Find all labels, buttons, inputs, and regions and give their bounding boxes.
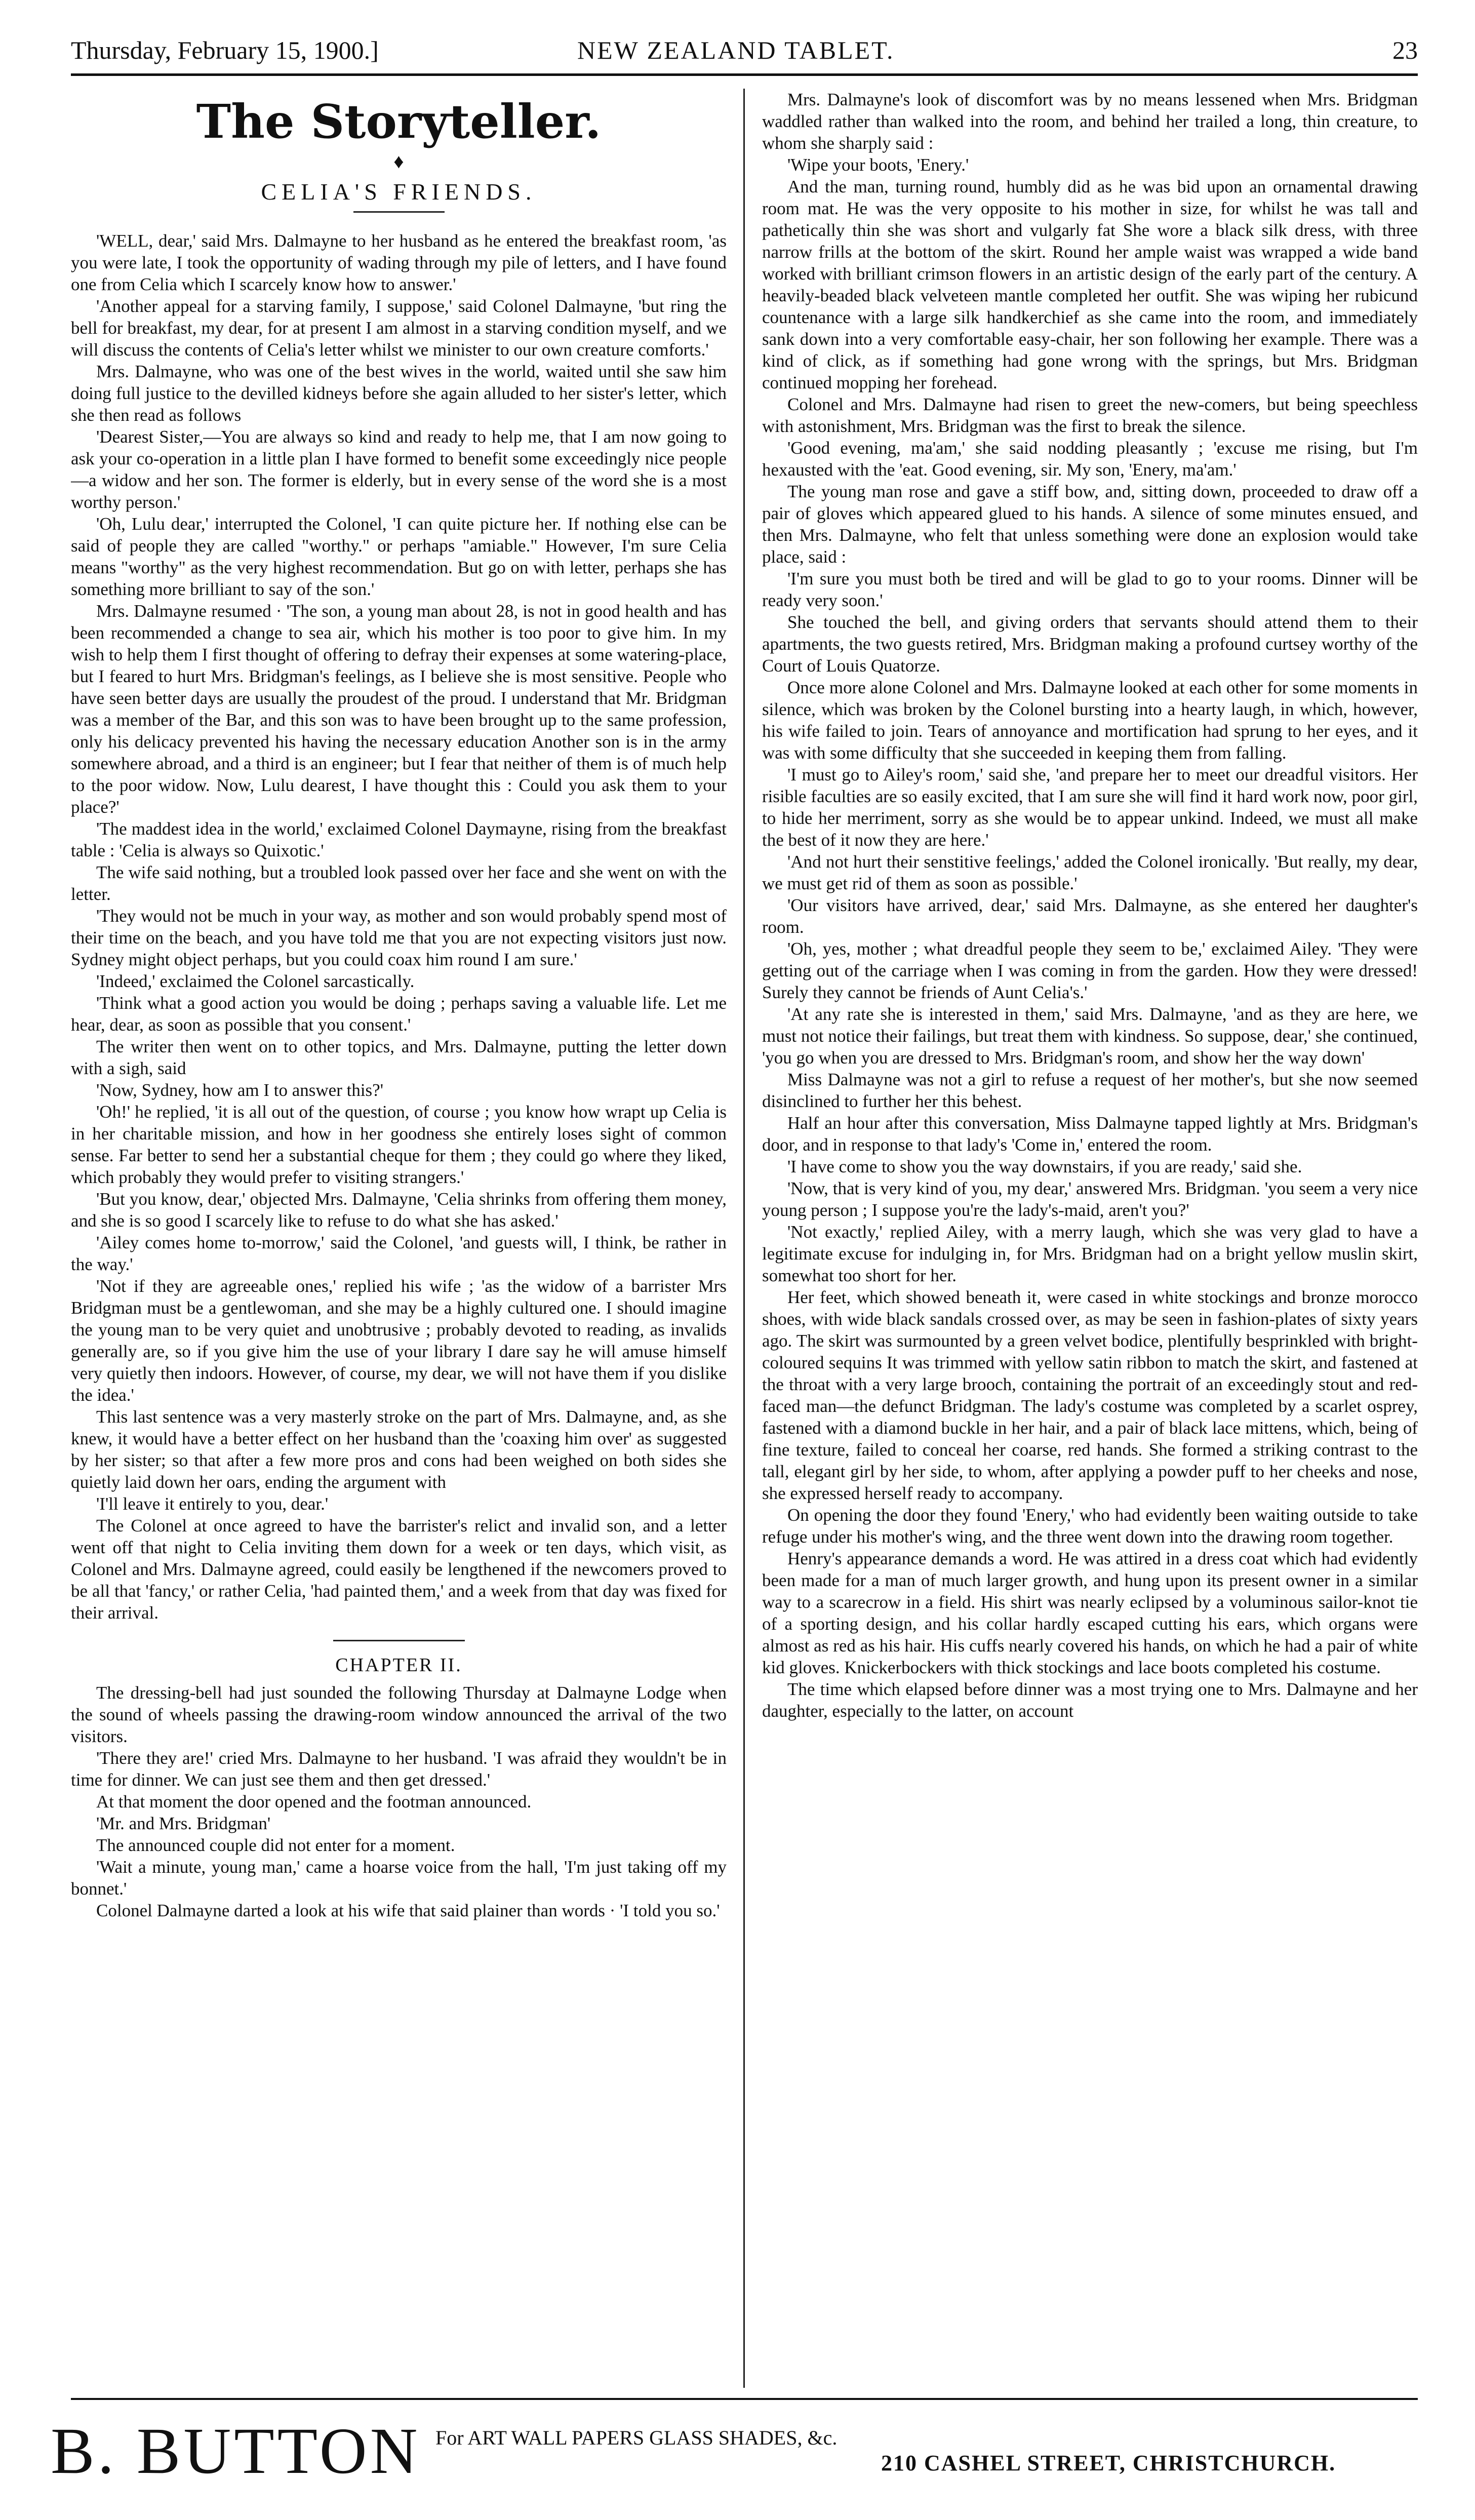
paragraph: The writer then went on to other topics, and Mrs. Dalmayne, putting the letter down with a sigh, said bbox=[71, 1037, 727, 1078]
paragraph: The announced couple did not enter for a moment. bbox=[96, 1835, 455, 1855]
paragraph: 'I have come to show you the way downstairs, if you are ready,' said she. bbox=[787, 1157, 1302, 1176]
left-column bbox=[71, 89, 727, 2388]
paragraph: 'Now, Sydney, how am I to answer this?' bbox=[96, 1080, 384, 1100]
ornament-diamond-icon: ♦ bbox=[393, 150, 404, 173]
paragraph: She touched the bell, and giving orders that servants should attend them to their apartments, the two guests retired, Mrs. Bridgman making a profound curtsey worthy of the Court of Louis Quatorze. bbox=[762, 612, 1418, 676]
paragraph: Half an hour after this conversation, Miss Dalmayne tapped lightly at Mrs. Bridgman's door, and in response to that lady's 'Come in,' entered the room. bbox=[762, 1113, 1418, 1155]
paragraph: The wife said nothing, but a troubled look passed over her face and she went on with the letter. bbox=[71, 862, 727, 904]
chapter-divider bbox=[333, 1640, 465, 1641]
header-divider bbox=[71, 73, 1418, 76]
paragraph: The young man rose and gave a stiff bow, and, sitting down, proceeded to draw off a pair of gloves which appeared glued to his hands. A silence of some minutes ensued, and then Mrs. Dalmayne, who felt that unless something were done an explosion would take place, said : bbox=[762, 482, 1418, 567]
paragraph: 'Another appeal for a starving family, I suppose,' said Colonel Dalmayne, 'but ring the bell for breakfast, my dear, for at present I am almost in a starving condition myself, and we will discuss the contents of Celia's letter whilst we minister to our own creature comforts.' bbox=[71, 296, 727, 360]
paragraph: 'Ailey comes home to-morrow,' said the Colonel, 'and guests will, I think, be rather in the way.' bbox=[71, 1233, 727, 1274]
paragraph: 'Oh!' he replied, 'it is all out of the question, of course ; you know how wrapt up Celia is in her charitable mission, and how in her goodness she entirely loses sight of common sense. Far better to send her a substantial cheque for them ; they could go where they liked, which probably they would prefer to visiting strangers.' bbox=[71, 1102, 727, 1187]
publication-title: NEW ZEALAND TABLET. bbox=[577, 36, 895, 64]
paragraph: 'The maddest idea in the world,' exclaimed Colonel Daymayne, rising from the breakfast table : 'Celia is always so Quixotic.' bbox=[71, 819, 727, 860]
paragraph: On opening the door they found 'Enery,' who had evidently been waiting outside to take refuge under his mother's wing, and the three went down into the drawing room together. bbox=[762, 1505, 1418, 1547]
chapter-title: CHAPTER II. bbox=[335, 1655, 462, 1676]
left-paragraphs bbox=[71, 230, 727, 1624]
paragraph: 'Our visitors have arrived, dear,' said Mrs. Dalmayne, as she entered her daughter's room. bbox=[762, 895, 1418, 937]
page-number: 23 bbox=[1392, 36, 1418, 64]
right-paragraphs bbox=[762, 89, 1418, 1722]
advertisement-products: For ART WALL PAPERS GLASS SHADES, &c. bbox=[435, 2426, 838, 2449]
paragraph: This last sentence was a very masterly stroke on the part of Mrs. Dalmayne, and, as she knew, it would have a better effect on her husband than the 'coaxing him over' as suggested by her sister; so that after a few more pros and cons had been weighed on both sides she quietly laid down her oars, ending the argument with bbox=[71, 1407, 727, 1492]
section-title: The Storyteller. bbox=[196, 94, 602, 149]
paragraph: 'At any rate she is interested in them,' said Mrs. Dalmayne, 'and as they are here, we must not notice their failings, but treat them with kindness. So suppose, dear,' she continued, 'you go when you are dressed to Mrs. Bridgman's room, and show her the way down' bbox=[762, 1004, 1418, 1068]
paragraph: 'WELL, dear,' said Mrs. Dalmayne to her husband as he entered the breakfast room, 'as you were late, I took the opportunity of wading through my pile of letters, and I have found one from Celia which I scarcely know how to answer.' bbox=[71, 231, 727, 294]
right-column bbox=[762, 89, 1418, 2388]
chapter-paragraphs bbox=[71, 1682, 727, 1921]
advertisement-address: 210 CASHEL STREET, CHRISTCHURCH. bbox=[881, 2451, 1336, 2475]
paragraph: 'But you know, dear,' objected Mrs. Dalmayne, 'Celia shrinks from offering them money, and she is so good I scarcely like to refuse to do what she has asked.' bbox=[71, 1189, 727, 1231]
page-header bbox=[71, 30, 1418, 71]
paragraph: Mrs. Dalmayne resumed · 'The son, a young man about 28, is not in good health and has been recommended a change to sea air, which his mother is too poor to give him. In my wish to help them I first thought of offering to defray their expenses at some watering-place, but I feared to hurt Mrs. Bridgman's feelings, as I believe she is most sensitive. People who have seen better days are usually the proudest of the proud. I understand that Mr. Bridgman was a member of the Bar, and this son was to have been brought up to the same profession, only his delicacy prevented his having the necessary education Another son is in the army somewhere abroad, and a third is an engineer; but I fear that neither of them is of much help to the poor widow. Now, Lulu dearest, I have thought this : Could you ask them to your place?' bbox=[71, 601, 727, 817]
paragraph: Mrs. Dalmayne, who was one of the best wives in the world, waited until she saw him doing full justice to the devilled kidneys before she again alluded to her sister's letter, which she then read as follows bbox=[71, 362, 727, 425]
paragraph: Mrs. Dalmayne's look of discomfort was by no means lessened when Mrs. Bridgman waddled rather than walked into the room, and behind her trailed a long, thin creature, to whom she sharply said : bbox=[762, 90, 1418, 153]
paragraph: Once more alone Colonel and Mrs. Dalmayne looked at each other for some moments in silence, which was broken by the Colonel bursting into a hearty laugh, in which, however, his wife failed to join. Tears of annoyance and mortification had sprung to her eyes, and it was with some difficulty that she succeeded in keeping them from falling. bbox=[762, 678, 1418, 763]
paragraph: 'Not if they are agreeable ones,' replied his wife ; 'as the widow of a barrister Mrs Bridgman must be a gentlewoman, and she may be a highly cultured one. I should imagine the young man to be very quiet and unobtrusive ; probably devoted to reading, as invalids generally are, so if you give him the use of your library I dare say he will amuse himself very quietly then indoors. However, of course, my dear, we will not have them if you dislike the idea.' bbox=[71, 1276, 727, 1405]
title-divider bbox=[353, 211, 445, 213]
paragraph: 'Think what a good action you would be doing ; perhaps saving a valuable life. Let me hear, dear, as soon as possible that you consent.' bbox=[71, 993, 727, 1035]
footer-divider bbox=[71, 2398, 1418, 2400]
paragraph: 'Wipe your boots, 'Enery.' bbox=[787, 155, 969, 175]
paragraph: Henry's appearance demands a word. He was attired in a dress coat which had evidently been made for a man of much larger growth, and hung upon its present owner in a similar way to a scarecrow in a field. His shirt was nearly eclipsed by a voluminous sailor-knot tie of a sporting design, and his collar hardly escaped cutting his ears, which organs were almost as red as his hair. His cuffs nearly covered his hands, on which he had a pair of white kid gloves. Knickerbockers with thick stockings and lace boots completed his costume. bbox=[762, 1549, 1418, 1677]
column-divider bbox=[743, 89, 745, 2388]
paragraph: At that moment the door opened and the footman announced. bbox=[96, 1792, 532, 1812]
paragraph: 'Now, that is very kind of you, my dear,' answered Mrs. Bridgman. 'you seem a very nice young person ; I suppose you're the lady's-maid, aren't you?' bbox=[762, 1178, 1418, 1220]
paragraph: The Colonel at once agreed to have the barrister's relict and invalid son, and a letter went off that night to Celia inviting them down for a week or ten days, which visit, as Colonel and Mrs. Dalmayne agreed, could easily be lengthened if the newcomers proved to be all that 'fancy,' or rather Celia, 'had painted them,' and a week from that day was fixed for their arrival. bbox=[71, 1516, 727, 1623]
paragraph: 'Oh, yes, mother ; what dreadful people they seem to be,' exclaimed Ailey. 'They were getting out of the carriage when I was coming in from the garden. How they were dressed! Surely they cannot be friends of Aunt Celia's.' bbox=[762, 939, 1418, 1002]
paragraph: Her feet, which showed beneath it, were cased in white stockings and bronze morocco shoes, with wide black sandals crossed over, as may be seen in fashion-plates of sixty years ago. The skirt was surmounted by a green velvet bodice, plentifully besprinkled with bright-coloured sequins It was trimmed with yellow satin ribbon to match the skirt, and fastened at the throat with a very large brooch, containing the portrait of an exceedingly stout and red-faced man—the defunct Bridgman. The lady's costume was completed by a scarlet osprey, fastened with a diamond buckle in her hair, and a pair of black lace mittens, which, being of fine texture, failed to conceal her coarse, red hands. She formed a striking contrast to the tall, elegant girl by her side, to whom, after applying a powder puff to her cheeks and nose, she expressed herself ready to accompany. bbox=[762, 1287, 1418, 1503]
paragraph: The time which elapsed before dinner was a most trying one to Mrs. Dalmayne and her daughter, especially to the latter, on account bbox=[762, 1679, 1418, 1721]
issue-date: Thursday, February 15, 1900.] bbox=[71, 36, 379, 64]
paragraph: Colonel and Mrs. Dalmayne had risen to greet the new-comers, but being speechless with astonishment, Mrs. Bridgman was the first to break the silence. bbox=[762, 395, 1418, 436]
paragraph: Miss Dalmayne was not a girl to refuse a request of her mother's, but she now seemed disinclined to further her this behest. bbox=[762, 1070, 1418, 1111]
paragraph: 'Mr. and Mrs. Bridgman' bbox=[96, 1814, 271, 1833]
paragraph: Colonel Dalmayne darted a look at his wife that said plainer than words · 'I told you so.' bbox=[96, 1901, 720, 1920]
paragraph: 'Indeed,' exclaimed the Colonel sarcastically. bbox=[96, 971, 415, 991]
paragraph: 'They would not be much in your way, as mother and son would probably spend most of their time on the beach, and you have told me that you are not expecting visitors just now. Sydney might object perhaps, but you could coax him round I am sure.' bbox=[71, 906, 727, 969]
paragraph: 'I must go to Ailey's room,' said she, 'and prepare her to meet our dreadful visitors. Her risible faculties are so easily excited, that I am sure she will find it hard work now, poor girl, to hide her merriment, sorry as she would be to appear unkind. Indeed, we must all make the best of it now they are here.' bbox=[762, 765, 1418, 850]
paragraph: 'Good evening, ma'am,' she said nodding pleasantly ; 'excuse me rising, but I'm hexausted with the 'eat. Good evening, sir. My son, 'Enery, ma'am.' bbox=[762, 438, 1418, 480]
paragraph: 'Wait a minute, young man,' came a hoarse voice from the hall, 'I'm just taking off my bonnet.' bbox=[71, 1857, 727, 1899]
paragraph: 'And not hurt their senstitive feelings,' added the Colonel ironically. 'But really, my dear, we must get rid of them as soon as possible.' bbox=[762, 852, 1418, 893]
story-title: CELIA'S FRIENDS. bbox=[261, 179, 537, 205]
paragraph: 'I'm sure you must both be tired and will be glad to go to your rooms. Dinner will be ready very soon.' bbox=[762, 569, 1418, 610]
paragraph: The dressing-bell had just sounded the following Thursday at Dalmayne Lodge when the sound of wheels passing the drawing-room window announced the arrival of the two visitors. bbox=[71, 1683, 727, 1746]
paragraph: 'Not exactly,' replied Ailey, with a merry laugh, which she was very glad to have a legitimate excuse for indulging in, for Mrs. Bridgman had on a bright yellow muslin skirt, somewhat too short for her. bbox=[762, 1222, 1418, 1285]
paragraph: And the man, turning round, humbly did as he was bid upon an ornamental drawing room mat. He was the very opposite to his mother in size, for whilst he was tall and pathetically thin she was short and vulgarly fat She wore a black silk dress, with three narrow frills at the bottom of the skirt. Round her ample waist was wrapped a wide band worked with brilliant crimson flowers in an artistic design of the early part of the century. A heavily-beaded black velveteen mantle completed her outfit. She was wiping her rubicund countenance with a large silk handkerchief as she came into the room, and immediately sank down into a very comfortable easy-chair, her son following her example. There was a kind of click, as if something had gone wrong with the springs, but Mrs. Bridgman continued mopping her forehead. bbox=[762, 177, 1418, 392]
paragraph: 'I'll leave it entirely to you, dear.' bbox=[96, 1494, 329, 1514]
advertiser-name: B. BUTTON bbox=[51, 2415, 421, 2488]
paragraph: 'There they are!' cried Mrs. Dalmayne to her husband. 'I was afraid they wouldn't be in time for dinner. We can just see them and then get dressed.' bbox=[71, 1748, 727, 1790]
paragraph: 'Oh, Lulu dear,' interrupted the Colonel, 'I can quite picture her. If nothing else can be said of people they are called "worthy." or perhaps "amiable." However, I'm sure Celia means "worthy" as the very highest recommendation. But go on with letter, perhaps she has something more brilliant to say of the son.' bbox=[71, 514, 727, 599]
paragraph: 'Dearest Sister,—You are always so kind and ready to help me, that I am now going to ask your co-operation in a little plan I have formed to benefit some exceedingly nice people—a widow and her son. The former is elderly, but in every sense of the word she is a most worthy person.' bbox=[71, 427, 727, 512]
